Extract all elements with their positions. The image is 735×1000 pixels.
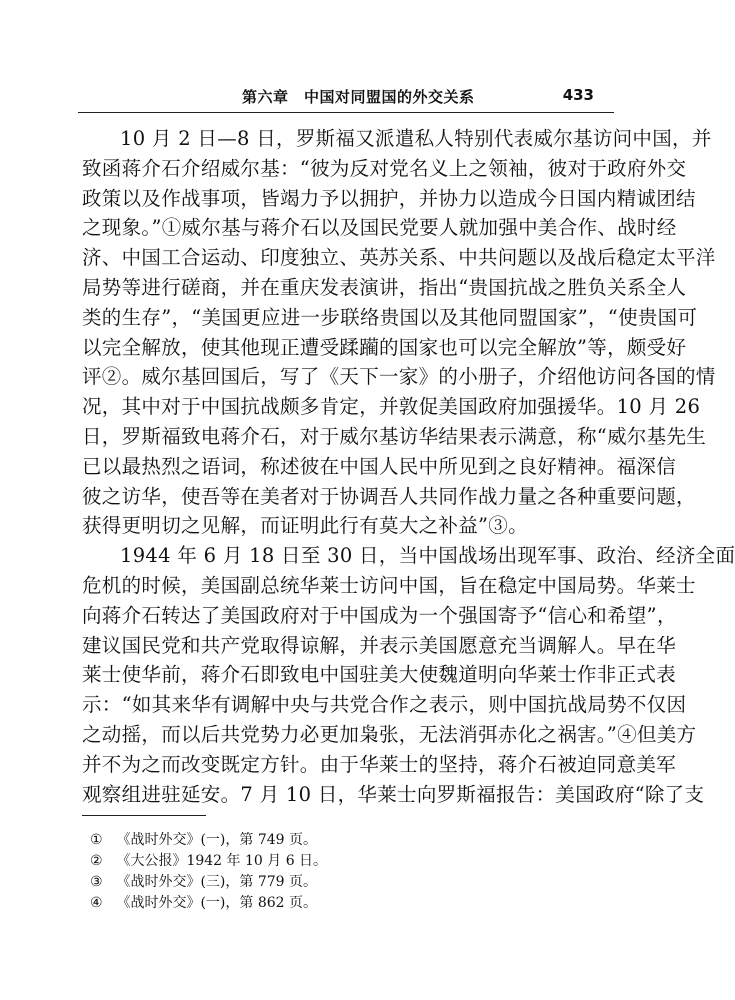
text-line: 日，罗斯福致电蒋介石，对于威尔基访华结果表示满意，称“威尔基先生 bbox=[82, 424, 707, 448]
text-line: 危机的时候，美国副总统华莱士访问中国，旨在稳定中国局势。华莱士 bbox=[82, 573, 696, 597]
footnote-mark: ④ bbox=[90, 895, 103, 911]
text-line: 已以最热烈之语词，称述彼在中国人民中所见到之良好精神。福深信 bbox=[82, 454, 677, 478]
footnote bbox=[90, 893, 590, 914]
text-line: 之现象。”①威尔基与蒋介石以及国民党要人就加强中美合作、战时经 bbox=[82, 216, 677, 240]
footnote-text: 《大公报》1942 年 10 月 6 日。 bbox=[116, 853, 328, 869]
footnote-text: 《战时外交》(一)，第 862 页。 bbox=[116, 895, 317, 911]
chapter-title: 第六章 中国对同盟国的外交关系 bbox=[242, 88, 475, 106]
text-line: 政策以及作战事项，皆竭力予以拥护，并协力以造成今日国内精诚团结 bbox=[82, 186, 696, 210]
text-line: 局势等进行磋商，并在重庆发表演讲，指出“贵国抗战之胜负关系全人 bbox=[82, 275, 687, 299]
text-line: 1944 年 6 月 18 日至 30 日，当中国战场出现军事、政治、经济全面 bbox=[120, 544, 735, 568]
footnotes bbox=[90, 830, 590, 914]
text-line: 向蒋介石转达了美国政府对于中国成为一个强国寄予“信心和希望”， bbox=[82, 603, 677, 627]
footnote-text: 《战时外交》(一)，第 749 页。 bbox=[116, 832, 317, 848]
footnote-mark: ③ bbox=[90, 874, 103, 890]
text-line: 并不为之而改变既定方针。由于华莱士的坚持，蒋介石被迫同意美军 bbox=[82, 752, 677, 776]
footnote-mark: ① bbox=[90, 832, 103, 848]
header-rule bbox=[78, 112, 614, 113]
text-line: 示：“如其来华有调解中央与共党合作之表示，则中国抗战局势不仅因 bbox=[82, 693, 687, 717]
text-line: 况，其中对于中国抗战颇多肯定，并敦促美国政府加强援华。10 月 26 bbox=[82, 395, 701, 419]
text-line: 建议国民党和共产党取得谅解，并表示美国愿意充当调解人。早在华 bbox=[82, 633, 677, 657]
text-line: 彼之访华，使吾等在美者对于协调吾人共同作战力量之各种重要问题， bbox=[82, 484, 696, 508]
text-line: 获得更明切之见解，而证明此行有莫大之补益”③。 bbox=[82, 514, 528, 538]
body-text bbox=[82, 124, 735, 809]
text-line: 观察组进驻延安。7 月 10 日，华莱士向罗斯福报告：美国政府“除了支 bbox=[82, 782, 705, 806]
running-header bbox=[82, 86, 614, 108]
page-number: 433 bbox=[562, 86, 594, 104]
footnote-mark: ② bbox=[90, 853, 103, 869]
footnote bbox=[90, 830, 590, 851]
text-line: 莱士使华前，蒋介石即致电中国驻美大使魏道明向华莱士作非正式表 bbox=[82, 663, 677, 687]
text-line: 评②。威尔基回国后，写了《天下一家》的小册子，介绍他访问各国的情 bbox=[82, 365, 716, 389]
text-line: 10 月 2 日—8 日，罗斯福又派遣私人特别代表威尔基访问中国，并 bbox=[120, 127, 712, 150]
footnote bbox=[90, 872, 590, 893]
footnote bbox=[90, 851, 590, 872]
text-line: 类的生存”，“美国更应进一步联络贵国以及其他同盟国家”，“使贵国可 bbox=[82, 305, 698, 329]
text-line: 致函蒋介石介绍威尔基：“彼为反对党名义上之领袖，彼对于政府外交 bbox=[82, 156, 687, 180]
footnote-rule bbox=[82, 815, 206, 816]
text-line: 以完全解放，使其他现正遭受蹂躏的国家也可以完全解放”等，颇受好 bbox=[82, 335, 687, 359]
text-line: 济、中国工合运动、印度独立、英苏关系、中共问题以及战后稳定太平洋 bbox=[82, 246, 716, 270]
text-line: 之动摇，而以后共党势力必更加枭张，无法消弭赤化之祸害。”④但美方 bbox=[82, 722, 697, 746]
footnote-text: 《战时外交》(三)，第 779 页。 bbox=[116, 874, 317, 890]
